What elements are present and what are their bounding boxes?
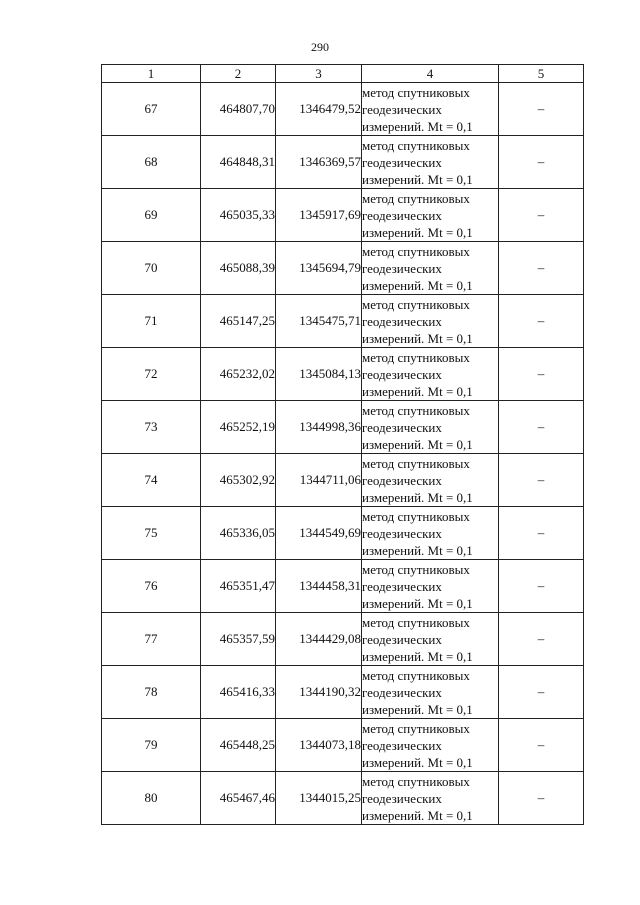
note-cell: –: [499, 613, 584, 666]
method-text-line: метод спутниковых: [362, 243, 470, 259]
note-cell: –: [499, 189, 584, 242]
method-text-line: геодезических: [362, 578, 442, 594]
point-number-cell: 71: [102, 295, 201, 348]
column-header: 2: [201, 65, 276, 83]
table-row: [102, 719, 584, 772]
note-cell: –: [499, 242, 584, 295]
note-cell: –: [499, 83, 584, 136]
x-coordinate-cell: 465467,46: [201, 772, 276, 825]
column-header: 3: [276, 65, 362, 83]
x-coordinate-cell: 465357,59: [201, 613, 276, 666]
point-number-cell: 69: [102, 189, 201, 242]
method-cell: [362, 666, 499, 719]
point-number-cell: 76: [102, 560, 201, 613]
method-cell: [362, 189, 499, 242]
method-text-line: метод спутниковых: [362, 296, 470, 312]
method-text-line: измерений. Mt = 0,1: [362, 171, 473, 187]
method-text-line: метод спутниковых: [362, 349, 470, 365]
x-coordinate-cell: 464848,31: [201, 136, 276, 189]
method-text-line: измерений. Mt = 0,1: [362, 595, 473, 611]
point-number-cell: 67: [102, 83, 201, 136]
method-text-line: измерений. Mt = 0,1: [362, 489, 473, 505]
method-text-line: измерений. Mt = 0,1: [362, 330, 473, 346]
table-row: [102, 83, 584, 136]
method-text-line: геодезических: [362, 260, 442, 276]
method-text-line: геодезических: [362, 154, 442, 170]
method-text-line: метод спутниковых: [362, 190, 470, 206]
table-row: [102, 560, 584, 613]
table-row: [102, 136, 584, 189]
method-text-line: геодезических: [362, 790, 442, 806]
table-header-row: [102, 65, 584, 83]
method-text-line: метод спутниковых: [362, 455, 470, 471]
column-header: 1: [102, 65, 201, 83]
y-coordinate-cell: 1345084,13: [276, 348, 362, 401]
x-coordinate-cell: 465252,19: [201, 401, 276, 454]
y-coordinate-cell: 1345694,79: [276, 242, 362, 295]
note-cell: –: [499, 295, 584, 348]
x-coordinate-cell: 465147,25: [201, 295, 276, 348]
method-text-line: метод спутниковых: [362, 84, 470, 100]
method-text-line: метод спутниковых: [362, 508, 470, 524]
table-row: [102, 348, 584, 401]
table-row: [102, 454, 584, 507]
x-coordinate-cell: 465351,47: [201, 560, 276, 613]
point-number-cell: 79: [102, 719, 201, 772]
y-coordinate-cell: 1344458,31: [276, 560, 362, 613]
method-text-line: измерений. Mt = 0,1: [362, 807, 473, 823]
method-cell: [362, 454, 499, 507]
y-coordinate-cell: 1344711,06: [276, 454, 362, 507]
method-text-line: измерений. Mt = 0,1: [362, 118, 473, 134]
x-coordinate-cell: 465035,33: [201, 189, 276, 242]
method-cell: [362, 772, 499, 825]
y-coordinate-cell: 1344015,25: [276, 772, 362, 825]
method-text-line: метод спутниковых: [362, 720, 470, 736]
point-number-cell: 75: [102, 507, 201, 560]
method-cell: [362, 295, 499, 348]
method-cell: [362, 560, 499, 613]
method-text-line: измерений. Mt = 0,1: [362, 754, 473, 770]
method-text-line: геодезических: [362, 101, 442, 117]
x-coordinate-cell: 465416,33: [201, 666, 276, 719]
x-coordinate-cell: 465448,25: [201, 719, 276, 772]
y-coordinate-cell: 1344429,08: [276, 613, 362, 666]
method-text-line: измерений. Mt = 0,1: [362, 224, 473, 240]
method-text-line: метод спутниковых: [362, 614, 470, 630]
point-number-cell: 78: [102, 666, 201, 719]
point-number-cell: 68: [102, 136, 201, 189]
x-coordinate-cell: 465232,02: [201, 348, 276, 401]
table-row: [102, 189, 584, 242]
x-coordinate-cell: 465088,39: [201, 242, 276, 295]
x-coordinate-cell: 464807,70: [201, 83, 276, 136]
table-row: [102, 772, 584, 825]
method-text-line: метод спутниковых: [362, 402, 470, 418]
table-row: [102, 401, 584, 454]
x-coordinate-cell: 465302,92: [201, 454, 276, 507]
table-row: [102, 295, 584, 348]
y-coordinate-cell: 1345475,71: [276, 295, 362, 348]
method-text-line: геодезических: [362, 313, 442, 329]
note-cell: –: [499, 719, 584, 772]
table-row: [102, 242, 584, 295]
x-coordinate-cell: 465336,05: [201, 507, 276, 560]
method-text-line: метод спутниковых: [362, 561, 470, 577]
table-row: [102, 507, 584, 560]
method-text-line: геодезических: [362, 631, 442, 647]
y-coordinate-cell: 1346369,57: [276, 136, 362, 189]
method-text-line: геодезических: [362, 737, 442, 753]
note-cell: –: [499, 454, 584, 507]
method-text-line: измерений. Mt = 0,1: [362, 277, 473, 293]
method-cell: [362, 719, 499, 772]
method-text-line: геодезических: [362, 684, 442, 700]
point-number-cell: 70: [102, 242, 201, 295]
note-cell: –: [499, 772, 584, 825]
y-coordinate-cell: 1344073,18: [276, 719, 362, 772]
method-text-line: геодезических: [362, 525, 442, 541]
note-cell: –: [499, 348, 584, 401]
method-cell: [362, 136, 499, 189]
method-text-line: метод спутниковых: [362, 667, 470, 683]
y-coordinate-cell: 1345917,69: [276, 189, 362, 242]
method-text-line: геодезических: [362, 419, 442, 435]
method-cell: [362, 401, 499, 454]
point-number-cell: 73: [102, 401, 201, 454]
table-row: [102, 666, 584, 719]
method-text-line: измерений. Mt = 0,1: [362, 701, 473, 717]
method-text-line: метод спутниковых: [362, 773, 470, 789]
method-text-line: измерений. Mt = 0,1: [362, 383, 473, 399]
point-number-cell: 72: [102, 348, 201, 401]
method-cell: [362, 348, 499, 401]
column-header: 5: [499, 65, 584, 83]
method-text-line: метод спутниковых: [362, 137, 470, 153]
point-number-cell: 80: [102, 772, 201, 825]
note-cell: –: [499, 136, 584, 189]
table-row: [102, 613, 584, 666]
y-coordinate-cell: 1346479,52: [276, 83, 362, 136]
y-coordinate-cell: 1344998,36: [276, 401, 362, 454]
coordinates-table: [101, 64, 584, 825]
y-coordinate-cell: 1344190,32: [276, 666, 362, 719]
point-number-cell: 74: [102, 454, 201, 507]
method-text-line: геодезических: [362, 366, 442, 382]
note-cell: –: [499, 401, 584, 454]
column-header: 4: [362, 65, 499, 83]
table-body: [102, 83, 584, 825]
method-text-line: измерений. Mt = 0,1: [362, 542, 473, 558]
method-cell: [362, 242, 499, 295]
page-number: 290: [311, 40, 329, 54]
method-cell: [362, 83, 499, 136]
method-text-line: измерений. Mt = 0,1: [362, 436, 473, 452]
point-number-cell: 77: [102, 613, 201, 666]
method-text-line: геодезических: [362, 472, 442, 488]
method-cell: [362, 507, 499, 560]
note-cell: –: [499, 507, 584, 560]
method-text-line: измерений. Mt = 0,1: [362, 648, 473, 664]
method-cell: [362, 613, 499, 666]
note-cell: –: [499, 560, 584, 613]
method-text-line: геодезических: [362, 207, 442, 223]
note-cell: –: [499, 666, 584, 719]
y-coordinate-cell: 1344549,69: [276, 507, 362, 560]
